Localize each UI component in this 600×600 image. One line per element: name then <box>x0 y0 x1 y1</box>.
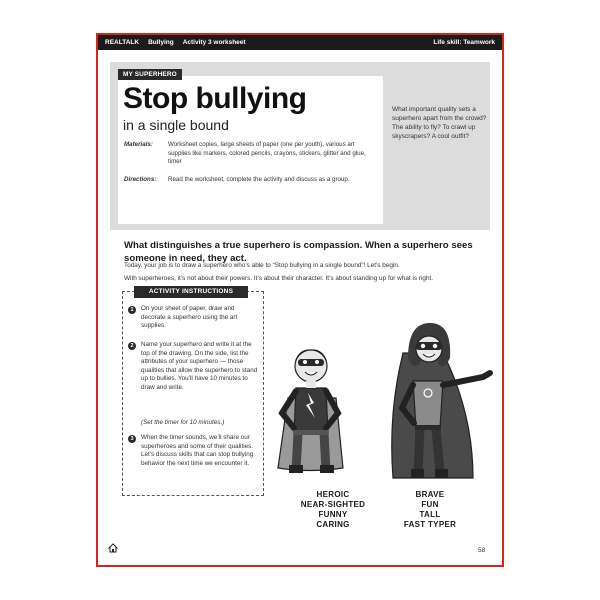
quality-item: FUN <box>421 500 439 509</box>
qualities-right-list <box>375 490 485 530</box>
intro-paragraph-1: With superheroes, it’s not about their powers. It’s about their character. It’s about standing up for what is right. <box>124 275 434 282</box>
step-text: On your sheet of paper, draw and decorate a superhero using the art supplies. <box>141 305 238 330</box>
timer-note-text: (Set the timer for 10 minutes.) <box>141 419 225 426</box>
page-number: 58 <box>478 547 486 554</box>
page-title: Stop bullying <box>123 82 307 115</box>
header-crumb-topic: Bullying <box>148 39 174 46</box>
activity-step-1 <box>128 305 260 331</box>
activity-step-2 <box>128 341 260 393</box>
intro-paragraph-2: Today, your job is to draw a superhero who’s able to “Stop bullying in a single bound”! Let’s begin. <box>124 262 400 269</box>
step-number: 3 <box>128 435 136 443</box>
home-icon <box>108 543 118 553</box>
header-crumb-program: REALTALK <box>105 39 140 46</box>
step-number: 2 <box>128 342 136 350</box>
boy-superhero-figure <box>278 349 343 473</box>
header-life-skill: Life skill: Teamwork <box>433 39 495 46</box>
quality-item: HEROIC <box>316 490 350 499</box>
header-crumb-activity: Activity 3 worksheet <box>182 39 246 46</box>
activity-step-3 <box>128 434 260 468</box>
lead-statement: What distinguishes a true superhero is compassion. When a superhero sees someone in need, they act. <box>124 240 473 264</box>
worksheet-page <box>96 33 504 567</box>
superheroes-illustration <box>268 293 498 493</box>
step-text: When the timer sounds, we’ll share our superheroes and some of their qualities. Let’s discuss skills that can stop bullying behavior the next time we encounter it. <box>141 434 254 467</box>
activity-instructions-heading: ACTIVITY INSTRUCTIONS <box>134 286 248 298</box>
activity-timer-note <box>128 419 260 428</box>
directions-label: Directions: <box>124 176 157 183</box>
quality-item: CARING <box>316 520 350 529</box>
page-subtitle: in a single bound <box>123 117 229 133</box>
step-number-blank <box>128 420 136 428</box>
header-bar <box>98 35 502 50</box>
activity-tag: MY SUPERHERO <box>118 69 182 80</box>
side-note: What important quality sets a superhero apart from the crowd? The ability to fly? To crawl up skyscrapers? A cool outfit? <box>392 106 487 140</box>
directions-row <box>124 176 373 185</box>
girl-superhero-figure <box>392 323 490 478</box>
materials-row <box>124 141 373 167</box>
step-text: Name your superhero and write it at the top of the drawing. On the side, list the attributes of your superhero — those qualities that allow the superhero to stand up to bullies. You’ll have 10 minutes to draw and write. <box>141 341 258 391</box>
qualities-left-list <box>278 490 388 530</box>
materials-label: Materials: <box>124 141 153 148</box>
quality-item: TALL <box>419 510 441 519</box>
quality-item: NEAR-SIGHTED <box>300 500 366 509</box>
step-number: 1 <box>128 306 136 314</box>
quality-item: FAST TYPER <box>403 520 457 529</box>
quality-item: FUNNY <box>318 510 348 519</box>
directions-text: Read the worksheet, complete the activity and discuss as a group. <box>168 176 350 183</box>
quality-item: BRAVE <box>415 490 445 499</box>
materials-text: Worksheet copies, large sheets of paper (one per youth), various art supplies like markers, colored pencils, crayons, stickers, glitter and glue, timer <box>168 141 366 165</box>
